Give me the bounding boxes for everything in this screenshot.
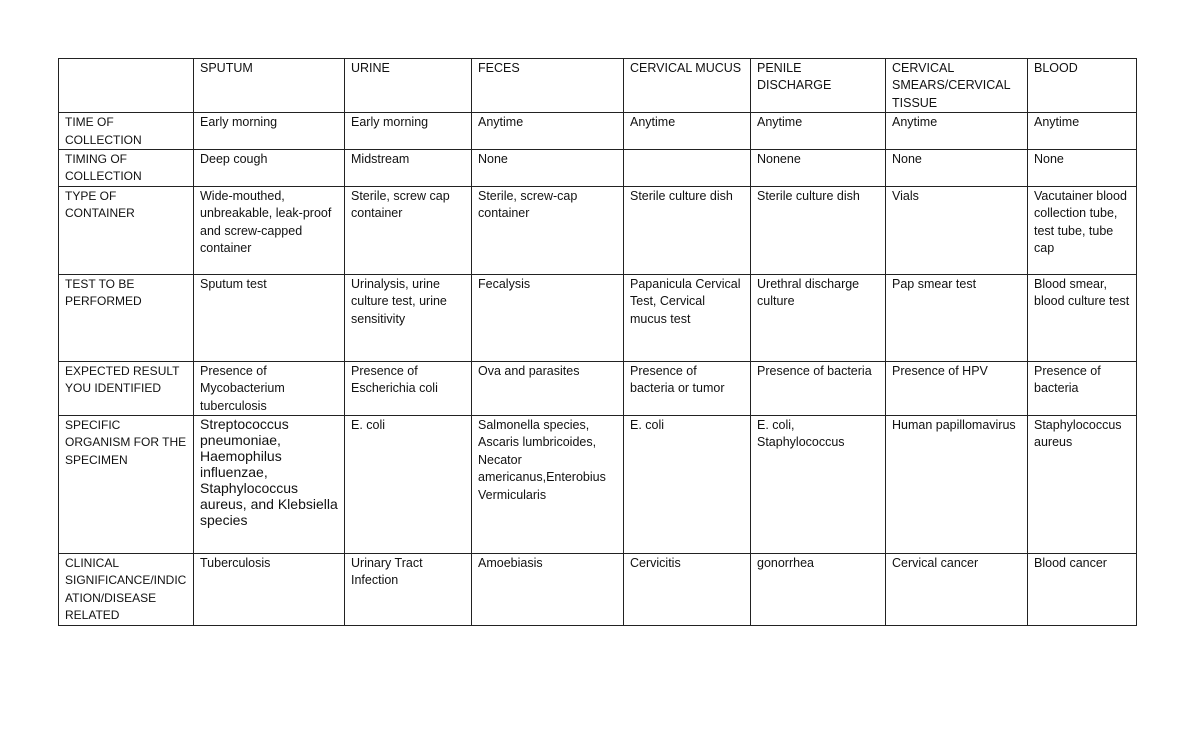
row-label: TIME OF COLLECTION xyxy=(59,113,194,150)
table-cell: Anytime xyxy=(624,113,751,150)
row-label: EXPECTED RESULT YOU IDENTIFIED xyxy=(59,361,194,415)
row-label: TYPE OF CONTAINER xyxy=(59,186,194,274)
table-cell: Cervical cancer xyxy=(886,554,1028,626)
table-cell: Blood cancer xyxy=(1028,554,1137,626)
table-cell: Vacutainer blood collection tube, test tube, tube cap xyxy=(1028,186,1137,274)
table-cell: Ova and parasites xyxy=(472,361,624,415)
row-label: TEST TO BE PERFORMED xyxy=(59,274,194,361)
table-cell: Amoebiasis xyxy=(472,554,624,626)
table-row xyxy=(59,113,1137,150)
table-cell: E. coli, Staphylococcus xyxy=(751,416,886,554)
table-cell: Early morning xyxy=(194,113,345,150)
table-cell: Urinalysis, urine culture test, urine sensitivity xyxy=(345,274,472,361)
table-cell: Sputum test xyxy=(194,274,345,361)
table-cell: Cervicitis xyxy=(624,554,751,626)
table-cell: Fecalysis xyxy=(472,274,624,361)
table-cell: E. coli xyxy=(345,416,472,554)
table-cell: Blood smear, blood culture test xyxy=(1028,274,1137,361)
table-cell: Presence of bacteria xyxy=(1028,361,1137,415)
row-label: TIMING OF COLLECTION xyxy=(59,150,194,187)
specimen-table xyxy=(58,58,1137,626)
table-cell: Papanicula Cervical Test, Cervical mucus test xyxy=(624,274,751,361)
table-cell: Anytime xyxy=(751,113,886,150)
table-row xyxy=(59,361,1137,415)
table-cell: Deep cough xyxy=(194,150,345,187)
table-cell: Sterile, screw-cap container xyxy=(472,186,624,274)
header-cell-sputum: SPUTUM xyxy=(194,59,345,113)
table-cell: Sterile, screw cap container xyxy=(345,186,472,274)
table-cell xyxy=(624,150,751,187)
header-cell-urine: URINE xyxy=(345,59,472,113)
table-cell: Presence of HPV xyxy=(886,361,1028,415)
table-cell: Presence of Escherichia coli xyxy=(345,361,472,415)
table-cell: Midstream xyxy=(345,150,472,187)
table-cell: Wide-mouthed, unbreakable, leak-proof and screw-capped container xyxy=(194,186,345,274)
table-cell: Urinary Tract Infection xyxy=(345,554,472,626)
table-cell: Human papillomavirus xyxy=(886,416,1028,554)
row-label: CLINICAL SIGNIFICANCE/INDICATION/DISEASE RELATED xyxy=(59,554,194,626)
table-cell: Urethral discharge culture xyxy=(751,274,886,361)
table-row xyxy=(59,150,1137,187)
table-cell: Pap smear test xyxy=(886,274,1028,361)
table-row xyxy=(59,554,1137,626)
table-cell: Streptococcus pneumoniae, Haemophilus influenzae, Staphylococcus aureus, and Klebsiella species xyxy=(194,416,345,554)
table-cell: Tuberculosis xyxy=(194,554,345,626)
table-cell: Vials xyxy=(886,186,1028,274)
header-cell-cervical-smears: CERVICAL SMEARS/CERVICAL TISSUE xyxy=(886,59,1028,113)
table-cell: Anytime xyxy=(472,113,624,150)
table-row xyxy=(59,186,1137,274)
table-cell: Nonene xyxy=(751,150,886,187)
table-cell: Salmonella species, Ascaris lumbricoides, Necator americanus,Enterobius Vermicularis xyxy=(472,416,624,554)
header-cell-cervical-mucus: CERVICAL MUCUS xyxy=(624,59,751,113)
table-row xyxy=(59,274,1137,361)
header-cell-feces: FECES xyxy=(472,59,624,113)
header-cell-penile-discharge: PENILE DISCHARGE xyxy=(751,59,886,113)
header-row xyxy=(59,59,1137,113)
table-cell: Anytime xyxy=(1028,113,1137,150)
table-cell: gonorrhea xyxy=(751,554,886,626)
table-cell: Early morning xyxy=(345,113,472,150)
table-cell: Presence of bacteria xyxy=(751,361,886,415)
table-cell: None xyxy=(886,150,1028,187)
table-cell: Staphylococcus aureus xyxy=(1028,416,1137,554)
table-cell: None xyxy=(472,150,624,187)
table-cell: Anytime xyxy=(886,113,1028,150)
table-cell: Sterile culture dish xyxy=(751,186,886,274)
table-cell: Sterile culture dish xyxy=(624,186,751,274)
header-cell-blank xyxy=(59,59,194,113)
header-cell-blood: BLOOD xyxy=(1028,59,1137,113)
table-cell: Presence of Mycobacterium tuberculosis xyxy=(194,361,345,415)
table-row xyxy=(59,416,1137,554)
table-cell: E. coli xyxy=(624,416,751,554)
table-cell: None xyxy=(1028,150,1137,187)
table-cell: Presence of bacteria or tumor xyxy=(624,361,751,415)
row-label: SPECIFIC ORGANISM FOR THE SPECIMEN xyxy=(59,416,194,554)
